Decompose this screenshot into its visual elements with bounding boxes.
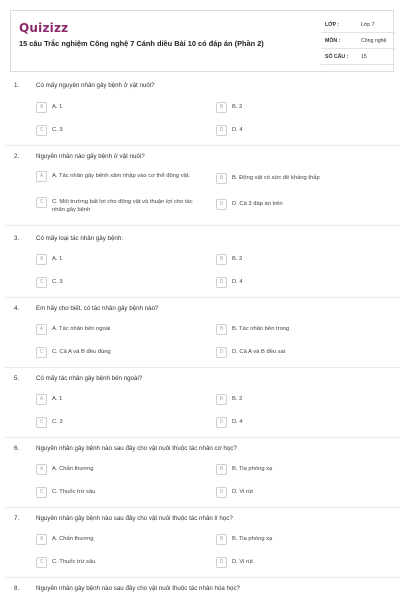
option-text: B. Tia phóng xạ	[232, 466, 273, 472]
option-text: A. Tác nhân bên ngoài	[52, 326, 111, 332]
question-text: Nguyên nhân gây bệnh nào sau đây cho vật nuôi thuộc tác nhân lí học?	[36, 515, 233, 522]
question-divider	[4, 145, 400, 146]
option-letter: A	[36, 394, 47, 405]
option-text: D. Vi rút	[232, 489, 253, 495]
option-text: B. 2	[232, 104, 243, 110]
question-divider	[4, 577, 400, 578]
option-text: D. 4	[232, 419, 243, 425]
question-number: 7.	[14, 515, 20, 522]
question-text: Có mấy loại tác nhân gây bệnh:	[36, 235, 124, 242]
option-text: A. 1	[52, 104, 63, 110]
option-text: A. Chấn thương	[52, 466, 94, 472]
option-letter: A	[36, 171, 47, 182]
option-letter: B	[216, 254, 227, 265]
meta-row-subject	[321, 33, 395, 49]
option-text: D. Cả A và B đều sai	[232, 349, 286, 355]
option-letter: B	[216, 394, 227, 405]
question-divider	[4, 297, 400, 298]
option-letter: B	[216, 324, 227, 335]
option-text: D. 4	[232, 127, 243, 133]
meta-value: Lớp 7	[361, 22, 375, 28]
question-text: Nguyên nhân gây bệnh nào sau đây cho vật nuôi thuộc tác nhân cơ học?	[36, 445, 237, 452]
option-text: C. Thuốc trừ sâu	[52, 559, 96, 565]
option-text: A. 1	[52, 396, 63, 402]
option-text: B. Tác nhân bên trong	[232, 326, 290, 332]
meta-value: Công nghệ	[361, 38, 387, 44]
option-letter: D	[216, 347, 227, 358]
question-number: 3.	[14, 235, 20, 242]
question-text: Nguyên nhân gây bệnh nào sau đây cho vật nuôi thuộc tác nhân hóa học?	[36, 585, 241, 592]
worksheet	[4, 4, 396, 600]
option-letter: C	[36, 557, 47, 568]
option-text: D. 4	[232, 279, 243, 285]
option-text: C. Thuốc trừ sâu	[52, 489, 96, 495]
option-letter: B	[216, 102, 227, 113]
meta-label: LỚP :	[325, 22, 340, 28]
question-text: Có mấy tác nhân gây bệnh bên ngoài?	[36, 375, 143, 382]
option-letter: C	[36, 125, 47, 136]
option-text: B. 2	[232, 396, 243, 402]
option-letter: A	[36, 254, 47, 265]
option-letter: B	[216, 173, 227, 184]
question-divider	[4, 507, 400, 508]
option-letter: D	[216, 277, 227, 288]
question-number: 1.	[14, 82, 20, 89]
option-text: C. 3	[52, 279, 63, 285]
option-text: A. Chấn thương	[52, 536, 94, 542]
option-letter: D	[216, 199, 227, 210]
question-number: 5.	[14, 375, 20, 382]
option-letter: A	[36, 324, 47, 335]
meta-value: 15	[361, 54, 367, 60]
question-divider	[4, 225, 400, 226]
worksheet-title: 15 câu Trắc nghiệm Công nghệ 7 Cánh diều Bài 10 có đáp án (Phần 2)	[19, 39, 264, 48]
option-letter: D	[216, 487, 227, 498]
option-letter: C	[36, 487, 47, 498]
question-text: Nguyên nhân nào gây bệnh ở vật nuôi?	[36, 153, 145, 160]
option-text: B. Động vật có sức đề kháng thấp	[232, 175, 320, 181]
option-letter: A	[36, 464, 47, 475]
meta-row-class	[321, 17, 395, 33]
question-text: Có mấy nguyên nhân gây bệnh ở vật nuôi?	[36, 82, 155, 89]
option-text: D. Vi rút	[232, 559, 253, 565]
option-letter: D	[216, 125, 227, 136]
option-text: C. Cả A và B đều đúng	[52, 349, 111, 355]
meta-row-count	[321, 49, 395, 65]
quizizz-logo: Quizizz	[19, 21, 69, 35]
option-letter: C	[36, 347, 47, 358]
option-letter: A	[36, 534, 47, 545]
question-divider	[4, 437, 400, 438]
worksheet-header	[10, 10, 394, 72]
question-number: 4.	[14, 305, 20, 312]
option-text: C. Môi trường bất lợi cho động vật và thuận lợi cho tác nhân gây bệnh	[52, 199, 193, 213]
option-text: A. 1	[52, 256, 63, 262]
meta-label: MÔN :	[325, 38, 341, 44]
question-divider	[4, 367, 400, 368]
option-letter: C	[36, 417, 47, 428]
option-letter: C	[36, 277, 47, 288]
meta-label: SỐ CÂU :	[325, 54, 349, 60]
option-text: C. 3	[52, 127, 63, 133]
option-letter: A	[36, 102, 47, 113]
question-number: 8.	[14, 585, 20, 592]
option-text: D. Cả 3 đáp án trên	[232, 201, 283, 207]
option-text: C. 3	[52, 419, 63, 425]
meta-table	[321, 17, 395, 65]
question-number: 2.	[14, 153, 20, 160]
option-letter: D	[216, 417, 227, 428]
option-text: B. Tia phóng xạ	[232, 536, 273, 542]
option-text: A. Tác nhân gây bệnh xâm nhập vào cơ thể động vật.	[52, 173, 191, 179]
option-letter: D	[216, 557, 227, 568]
question-number: 6.	[14, 445, 20, 452]
option-text: B. 2	[232, 256, 243, 262]
option-letter: B	[216, 464, 227, 475]
option-letter: C	[36, 197, 47, 208]
question-text: Em hãy cho biết, có tác nhân gây bệnh nào?	[36, 305, 159, 312]
option-letter: B	[216, 534, 227, 545]
